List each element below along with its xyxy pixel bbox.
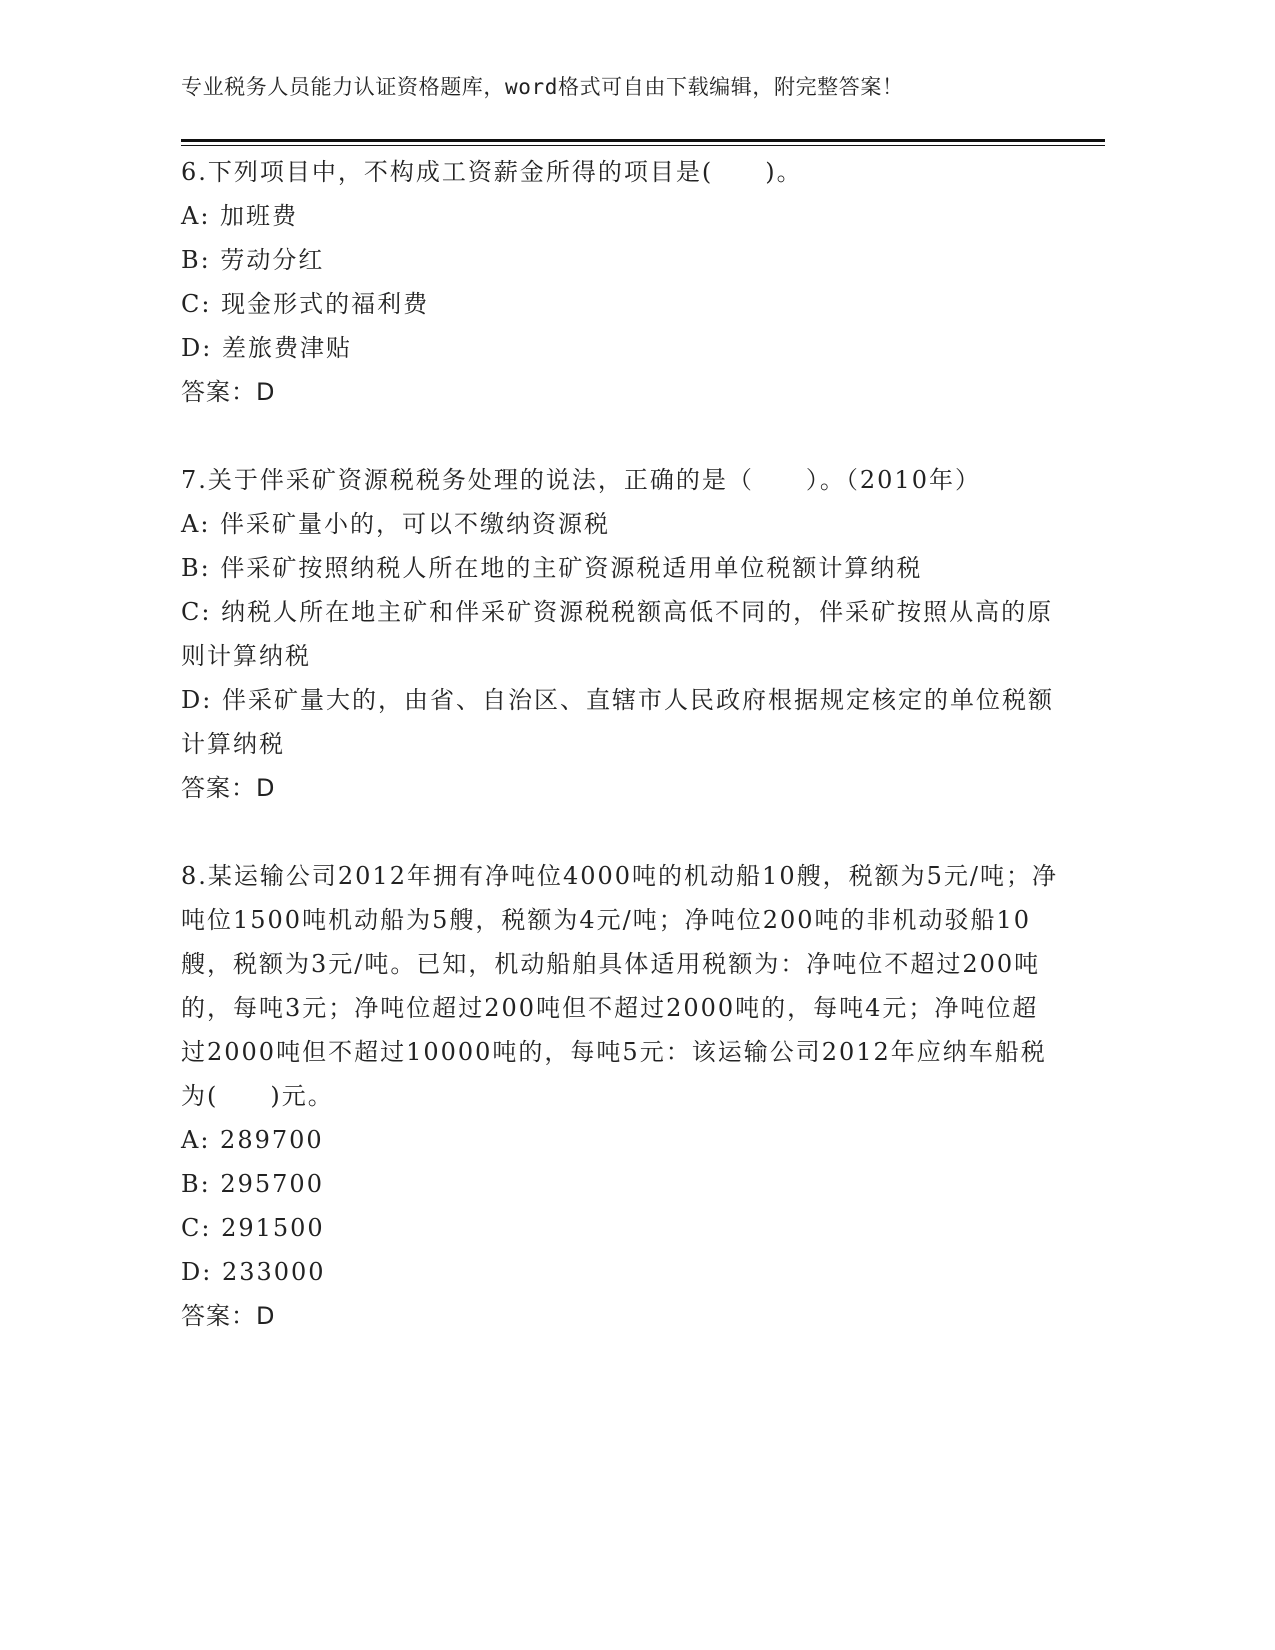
option-b: B: 295700 [181, 1170, 324, 1198]
option-b: B: 劳动分红 [181, 246, 325, 274]
question-stem: 6.下列项目中，不构成工资薪金所得的项目是( )。 [181, 158, 803, 186]
option-a: A: 加班费 [181, 202, 299, 230]
option-c: C: 现金形式的福利费 [181, 290, 430, 318]
answer-line: 答案：D [181, 1302, 276, 1330]
question-stem: 7.关于伴采矿资源税税务处理的说法，正确的是（ ）。（2010年） [181, 466, 981, 494]
question-7 [181, 458, 1061, 810]
page-header: 专业税务人员能力认证资格题库，word格式可自由下载编辑，附完整答案！ [181, 75, 904, 99]
question-list [181, 150, 1061, 1338]
option-d: D: 233000 [181, 1258, 326, 1286]
question-8 [181, 854, 1061, 1338]
header-rule-thin [181, 145, 1105, 146]
option-c: C: 纳税人所在地主矿和伴采矿资源税税额高低不同的，伴采矿按照从高的原则计算纳税 [181, 598, 1054, 670]
header-rule-thick [181, 139, 1105, 142]
question-stem: 8.某运输公司2012年拥有净吨位4000吨的机动船10艘，税额为5元/吨；净吨位1500吨机动船为5艘，税额为4元/吨；净吨位200吨的非机动驳船10艘，税额为3元/吨。已知，机动船舶具体适用税额为：净吨位不超过200吨的，每吨3元；净吨位超过200吨但不超过2000吨的，每吨4元；净吨位超过2000吨但不超过10000吨的，每吨5元：该运输公司2012年应纳车船税为( )元。 [181, 862, 1058, 1110]
option-b: B: 伴采矿按照纳税人所在地的主矿资源税适用单位税额计算纳税 [181, 554, 923, 582]
answer-line: 答案：D [181, 378, 276, 406]
answer-line: 答案：D [181, 774, 276, 802]
question-6 [181, 150, 1061, 414]
option-c: C: 291500 [181, 1214, 325, 1242]
option-a: A: 289700 [181, 1126, 324, 1154]
option-d: D: 伴采矿量大的，由省、自治区、直辖市人民政府根据规定核定的单位税额计算纳税 [181, 686, 1054, 758]
option-a: A: 伴采矿量小的，可以不缴纳资源税 [181, 510, 611, 538]
option-d: D: 差旅费津贴 [181, 334, 352, 362]
